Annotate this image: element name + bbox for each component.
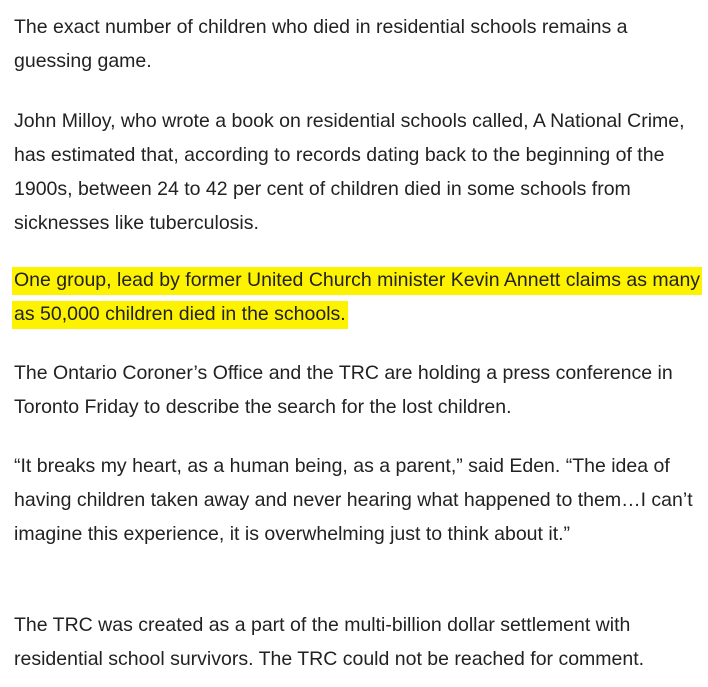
highlighted-text: One group, lead by former United Church minister Kevin Annett claims as many as 50,000 children died in the schools.	[12, 267, 702, 329]
paragraph-1: The exact number of children who died in residential schools remains a guessing game.	[14, 16, 628, 72]
paragraph-6: The TRC was created as a part of the multi-billion dollar settlement with residential school survivors. The TRC could not be reached for comment.	[14, 614, 645, 670]
paragraph-3-highlighted	[14, 263, 704, 331]
paragraph-4: The Ontario Coroner’s Office and the TRC are holding a press conference in Toronto Friday to describe the search for the lost children.	[14, 362, 673, 418]
paragraph-5: “It breaks my heart, as a human being, as a parent,” said Eden. “The idea of having children taken away and never hearing what happened to them…I can’t imagine this experience, it is overwhelming just to think about it.”	[14, 455, 693, 545]
paragraph-2: John Milloy, who wrote a book on residential schools called, A National Crime, has estimated that, according to records dating back to the beginning of the 1900s, between 24 to 42 per cent of children died in some schools from sicknesses like tuberculosis.	[14, 110, 685, 234]
